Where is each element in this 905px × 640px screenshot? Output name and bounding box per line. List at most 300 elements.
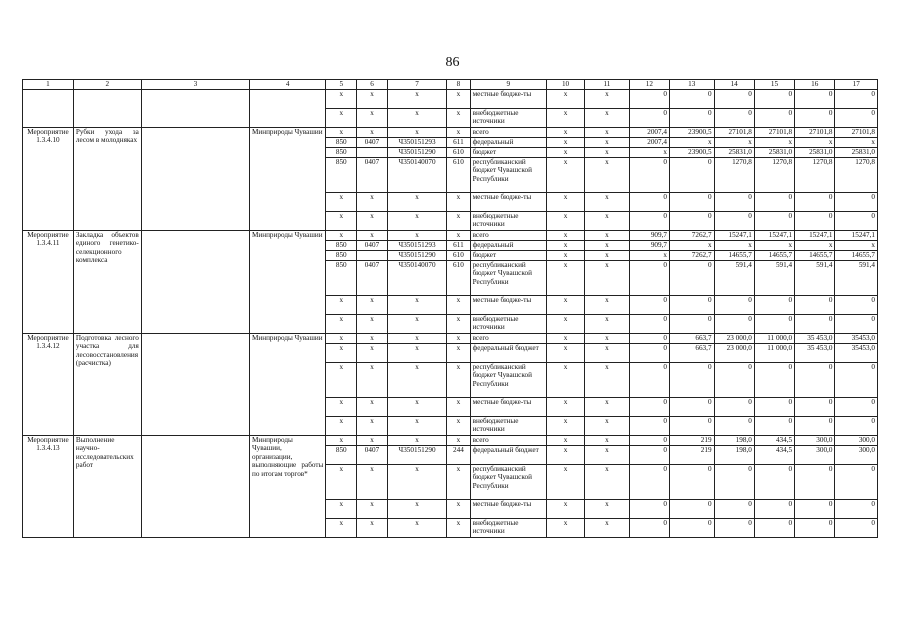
table-cell: федеральный [470, 138, 546, 148]
table-cell: x [585, 158, 630, 193]
table-cell: 0 [629, 398, 669, 417]
table-cell: x [447, 90, 470, 109]
column-header: 3 [141, 80, 249, 90]
table-cell: федеральный [470, 241, 546, 251]
table-cell: 0 [835, 193, 878, 212]
table-cell: местные бюдже-ты [470, 398, 546, 417]
table-cell: x [546, 128, 584, 138]
table-cell: всего [470, 128, 546, 138]
table-cell: 0 [629, 212, 669, 231]
table-cell: 0 [795, 500, 835, 519]
table-cell: x [754, 138, 794, 148]
measure-name-cell: Выполнение научно-исследовательских работ [73, 436, 141, 538]
table-cell: 591,4 [795, 261, 835, 296]
table-cell: 0 [795, 398, 835, 417]
table-cell: x [754, 241, 794, 251]
table-cell: x [546, 231, 584, 241]
table-cell: 14655,7 [754, 251, 794, 261]
table-cell: 0 [714, 109, 754, 128]
table-cell: 15247,1 [714, 231, 754, 241]
table-cell: 244 [447, 446, 470, 465]
table-cell: 0 [795, 109, 835, 128]
table-cell: 0 [714, 90, 754, 109]
table-cell: x [326, 231, 357, 241]
column-header: 2 [73, 80, 141, 90]
table-cell: 610 [447, 261, 470, 296]
column-header: 10 [546, 80, 584, 90]
table-cell: x [326, 128, 357, 138]
table-cell: 0 [629, 90, 669, 109]
table-cell: 909,7 [629, 231, 669, 241]
table-cell: x [585, 334, 630, 344]
measure-name-cell: Рубки ухода за лесом в молодняках [73, 128, 141, 231]
table-cell: 0 [669, 193, 714, 212]
column-header: 13 [669, 80, 714, 90]
table-cell: 11 000,0 [754, 334, 794, 344]
table-cell: внебюджетные источники [470, 212, 546, 231]
table-cell: x [546, 334, 584, 344]
table-cell: x [326, 398, 357, 417]
table-cell: x [795, 138, 835, 148]
table-cell: 25831,0 [835, 148, 878, 158]
table-cell: 35453,0 [835, 344, 878, 363]
table-cell: 23 000,0 [714, 344, 754, 363]
table-cell: x [357, 90, 388, 109]
table-cell: x [387, 128, 446, 138]
table-cell: x [357, 109, 388, 128]
table-row [23, 334, 878, 344]
table-cell: 611 [447, 241, 470, 251]
table-cell: внебюджетные источники [470, 109, 546, 128]
table-cell: x [387, 417, 446, 436]
table-cell: 591,4 [714, 261, 754, 296]
column-header: 4 [249, 80, 325, 90]
table-cell: 0 [835, 500, 878, 519]
table-cell: 0 [629, 417, 669, 436]
table-cell: x [585, 138, 630, 148]
table-cell: внебюджетные источники [470, 519, 546, 538]
table-row [23, 90, 878, 109]
measure-name-cell [73, 90, 141, 128]
table-cell: x [585, 363, 630, 398]
table-cell: x [546, 138, 584, 148]
table-cell: x [326, 465, 357, 500]
table-cell: x [546, 212, 584, 231]
goal-cell [141, 128, 249, 231]
table-cell: 27101,8 [754, 128, 794, 138]
table-cell: x [326, 296, 357, 315]
table-cell: x [357, 231, 388, 241]
table-cell: 0 [669, 519, 714, 538]
table-cell: 591,4 [754, 261, 794, 296]
table-cell: бюджет [470, 148, 546, 158]
table-cell: 0 [669, 315, 714, 334]
table-cell: 23 000,0 [714, 334, 754, 344]
table-cell: 7262,7 [669, 231, 714, 241]
table-cell: x [357, 500, 388, 519]
column-header: 8 [447, 80, 470, 90]
table-cell: 2007,4 [629, 138, 669, 148]
table-cell: 0 [714, 500, 754, 519]
table-cell: 2007,4 [629, 128, 669, 138]
table-cell: x [387, 109, 446, 128]
table-cell: 0 [835, 212, 878, 231]
table-cell: x [326, 212, 357, 231]
table-cell: 27101,8 [714, 128, 754, 138]
table-cell: 0 [835, 398, 878, 417]
table-cell: 434,5 [754, 436, 794, 446]
table-cell: 850 [326, 241, 357, 251]
table-cell: всего [470, 334, 546, 344]
table-cell: 0 [754, 296, 794, 315]
table-cell: 7262,7 [669, 251, 714, 261]
table-cell: x [546, 251, 584, 261]
budget-table [22, 79, 878, 538]
table-cell: Ч350151293 [387, 138, 446, 148]
table-cell: 35453,0 [835, 334, 878, 344]
table-cell: 0 [754, 90, 794, 109]
table-cell: 850 [326, 261, 357, 296]
table-cell: 0 [754, 500, 794, 519]
table-cell: бюджет [470, 251, 546, 261]
table-cell: 0 [629, 465, 669, 500]
table-cell: x [387, 315, 446, 334]
table-cell: 0 [629, 158, 669, 193]
table-cell: x [357, 334, 388, 344]
table-cell: x [447, 109, 470, 128]
table-cell: x [447, 436, 470, 446]
table-cell: 0 [629, 500, 669, 519]
table-cell: 0 [795, 90, 835, 109]
table-cell: 1270,8 [835, 158, 878, 193]
table-cell: 0 [714, 296, 754, 315]
table-cell: x [387, 212, 446, 231]
table-cell: x [546, 398, 584, 417]
table-cell: 14655,7 [714, 251, 754, 261]
table-cell: x [585, 90, 630, 109]
table-cell: Ч350151290 [387, 148, 446, 158]
table-cell: 1270,8 [754, 158, 794, 193]
table-cell: внебюджетные источники [470, 417, 546, 436]
table-cell: 0 [835, 90, 878, 109]
table-cell: x [546, 296, 584, 315]
table-cell: x [447, 315, 470, 334]
table-cell: 909,7 [629, 241, 669, 251]
table-cell: 0 [714, 193, 754, 212]
table-cell: x [326, 334, 357, 344]
table-cell: x [629, 148, 669, 158]
column-header: 16 [795, 80, 835, 90]
table-cell: x [585, 193, 630, 212]
table-cell: всего [470, 231, 546, 241]
table-cell: местные бюдже-ты [470, 193, 546, 212]
table-cell: местные бюдже-ты [470, 90, 546, 109]
table-cell: республиканский бюджет Чувашской Республики [470, 465, 546, 500]
table-cell: x [326, 90, 357, 109]
table-cell: x [387, 363, 446, 398]
table-cell: x [326, 417, 357, 436]
table-cell: 0 [835, 363, 878, 398]
table-cell: 219 [669, 446, 714, 465]
table-cell: x [387, 344, 446, 363]
table-cell: x [357, 193, 388, 212]
table-cell: 1270,8 [795, 158, 835, 193]
table-cell: 0 [754, 398, 794, 417]
table-cell: x [546, 158, 584, 193]
table-cell: x [546, 193, 584, 212]
table-cell: x [387, 465, 446, 500]
table-cell: x [447, 465, 470, 500]
table-cell: x [357, 344, 388, 363]
table-cell: 0 [629, 315, 669, 334]
table-cell: x [447, 500, 470, 519]
goal-cell [141, 436, 249, 538]
table-cell [357, 251, 388, 261]
table-cell: 15247,1 [795, 231, 835, 241]
table-cell: x [585, 109, 630, 128]
table-cell: x [585, 315, 630, 334]
table-cell: республиканский бюджет Чувашской Республики [470, 363, 546, 398]
table-cell: 0 [754, 109, 794, 128]
table-cell: 0 [629, 296, 669, 315]
table-cell: 0 [669, 363, 714, 398]
table-cell: 23900,5 [669, 128, 714, 138]
table-cell: 0 [795, 296, 835, 315]
table-cell: 0 [754, 212, 794, 231]
table-cell: x [546, 148, 584, 158]
table-cell: x [326, 436, 357, 446]
table-cell: 14655,7 [795, 251, 835, 261]
table-cell: 611 [447, 138, 470, 148]
table-cell: x [357, 398, 388, 417]
table-cell: 0 [629, 446, 669, 465]
table-row [23, 436, 878, 446]
table-cell: 300,0 [835, 436, 878, 446]
table-cell: 27101,8 [835, 128, 878, 138]
table-cell: 0 [754, 417, 794, 436]
table-cell: 0 [714, 212, 754, 231]
table-cell: 0 [754, 465, 794, 500]
table-cell: 0 [714, 465, 754, 500]
table-cell: 610 [447, 158, 470, 193]
table-cell: Ч350151290 [387, 446, 446, 465]
table-cell: x [585, 500, 630, 519]
column-header: 15 [754, 80, 794, 90]
table-cell: x [585, 465, 630, 500]
table-cell: внебюджетные источники [470, 315, 546, 334]
table-cell: x [387, 296, 446, 315]
goal-cell [141, 231, 249, 334]
measure-name-cell: Закладка объектов единого генетико-селекционного комплекса [73, 231, 141, 334]
table-cell: 0 [629, 519, 669, 538]
table-cell: 0407 [357, 446, 388, 465]
executor-cell: Минприроды Чувашии [249, 128, 325, 231]
table-cell: x [546, 241, 584, 251]
table-cell: 0 [669, 465, 714, 500]
table-cell: x [357, 212, 388, 231]
table-cell: республиканский бюджет Чувашской Республики [470, 158, 546, 193]
table-cell: 0 [714, 519, 754, 538]
table-cell: 0 [795, 417, 835, 436]
table-cell: 0 [669, 261, 714, 296]
column-header-row [23, 80, 878, 90]
table-cell: 0 [669, 90, 714, 109]
table-cell: 0 [629, 109, 669, 128]
table-cell: 25831,0 [754, 148, 794, 158]
table-row [23, 231, 878, 241]
table-cell: 0 [714, 398, 754, 417]
table-cell: x [546, 90, 584, 109]
table-cell: x [585, 436, 630, 446]
table-cell: 35 453,0 [795, 344, 835, 363]
table-cell: 0 [795, 315, 835, 334]
table-cell: x [447, 398, 470, 417]
table-cell: x [387, 90, 446, 109]
table-cell: x [326, 315, 357, 334]
table-cell: 300,0 [795, 436, 835, 446]
table-cell: x [447, 193, 470, 212]
table-cell: 14655,7 [835, 251, 878, 261]
table-row [23, 128, 878, 138]
table-cell: x [835, 138, 878, 148]
table-cell: x [357, 436, 388, 446]
table-cell: 0 [754, 315, 794, 334]
table-cell: 0407 [357, 138, 388, 148]
table-cell: 850 [326, 251, 357, 261]
table-cell: x [546, 109, 584, 128]
table-cell: x [546, 315, 584, 334]
table-cell: x [447, 417, 470, 436]
table-cell: x [585, 417, 630, 436]
table-cell: 0 [629, 436, 669, 446]
table-cell: x [585, 446, 630, 465]
table-cell: x [447, 296, 470, 315]
measure-code-cell: Мероприятие 1.3.4.11 [23, 231, 74, 334]
table-cell: 0407 [357, 241, 388, 251]
table-cell: 0 [754, 193, 794, 212]
table-cell: 0 [629, 363, 669, 398]
table-cell: 0 [669, 296, 714, 315]
table-cell: x [714, 241, 754, 251]
table-cell: 0 [669, 398, 714, 417]
table-cell: 0407 [357, 261, 388, 296]
table-cell: 0 [835, 315, 878, 334]
table-cell: 0 [669, 500, 714, 519]
table-cell: x [357, 465, 388, 500]
table-cell: 15247,1 [835, 231, 878, 241]
table-cell: Ч350140070 [387, 261, 446, 296]
executor-cell: Минприроды Чувашии [249, 231, 325, 334]
table-cell: x [546, 261, 584, 296]
table-cell: x [629, 251, 669, 261]
table-cell: x [585, 296, 630, 315]
table-cell: 27101,8 [795, 128, 835, 138]
table-cell: 0 [795, 212, 835, 231]
table-cell: 850 [326, 148, 357, 158]
table-cell: 0 [835, 296, 878, 315]
table-cell: x [795, 241, 835, 251]
table-cell: x [546, 417, 584, 436]
column-header: 7 [387, 80, 446, 90]
table-cell: x [447, 212, 470, 231]
table-cell: 0 [714, 315, 754, 334]
table-cell: 0 [669, 158, 714, 193]
table-cell: x [585, 212, 630, 231]
table-cell: 0 [754, 519, 794, 538]
column-header: 9 [470, 80, 546, 90]
page-number: 86 [445, 55, 460, 70]
measure-name-cell: Подготовка лесного участка для лесовосстановления (расчистка) [73, 334, 141, 436]
table-cell: 1270,8 [714, 158, 754, 193]
table-cell: x [387, 231, 446, 241]
column-header: 11 [585, 80, 630, 90]
table-cell: x [585, 344, 630, 363]
table-cell: x [447, 344, 470, 363]
table-cell: 0407 [357, 158, 388, 193]
table-cell: x [447, 128, 470, 138]
table-cell: x [585, 251, 630, 261]
table-cell: x [447, 519, 470, 538]
table-cell: 219 [669, 436, 714, 446]
table-cell: 0 [835, 519, 878, 538]
table-cell: 25831,0 [714, 148, 754, 158]
table-cell: 0 [754, 363, 794, 398]
table-cell: 850 [326, 158, 357, 193]
table-cell: федеральный бюджет [470, 344, 546, 363]
table-cell: Ч350151290 [387, 251, 446, 261]
executor-cell [249, 90, 325, 128]
table-cell: x [387, 193, 446, 212]
table-cell: x [387, 436, 446, 446]
table-cell: x [387, 398, 446, 417]
table-cell: 0 [629, 344, 669, 363]
table-cell: 198,0 [714, 436, 754, 446]
goal-cell [141, 334, 249, 436]
table-cell: республиканский бюджет Чувашской Республики [470, 261, 546, 296]
table-cell: 591,4 [835, 261, 878, 296]
measure-code-cell: Мероприятие 1.3.4.10 [23, 128, 74, 231]
table-cell: x [714, 138, 754, 148]
table-cell: 0 [795, 519, 835, 538]
column-header: 12 [629, 80, 669, 90]
table-cell: 300,0 [795, 446, 835, 465]
table-cell: x [357, 296, 388, 315]
table-cell: 850 [326, 446, 357, 465]
table-cell: x [585, 128, 630, 138]
executor-cell: Минприроды Чувашии, организации, выполняющие работы по итогам торгов* [249, 436, 325, 538]
table-cell: x [447, 231, 470, 241]
table-cell: 0 [629, 261, 669, 296]
table-cell: местные бюдже-ты [470, 500, 546, 519]
table-cell: x [546, 446, 584, 465]
goal-cell [141, 90, 249, 128]
table-cell: 610 [447, 148, 470, 158]
table-cell: 663,7 [669, 344, 714, 363]
table-cell: 0 [795, 363, 835, 398]
table-cell: x [447, 363, 470, 398]
table-cell: x [585, 261, 630, 296]
executor-cell: Минприроды Чувашии [249, 334, 325, 436]
table-cell: x [357, 363, 388, 398]
column-header: 6 [357, 80, 388, 90]
table-cell: 0 [629, 334, 669, 344]
table-cell [357, 148, 388, 158]
table-cell: 0 [714, 363, 754, 398]
table-cell: x [546, 465, 584, 500]
table-cell: x [669, 138, 714, 148]
table-cell: федеральный бюджет [470, 446, 546, 465]
column-header: 5 [326, 80, 357, 90]
